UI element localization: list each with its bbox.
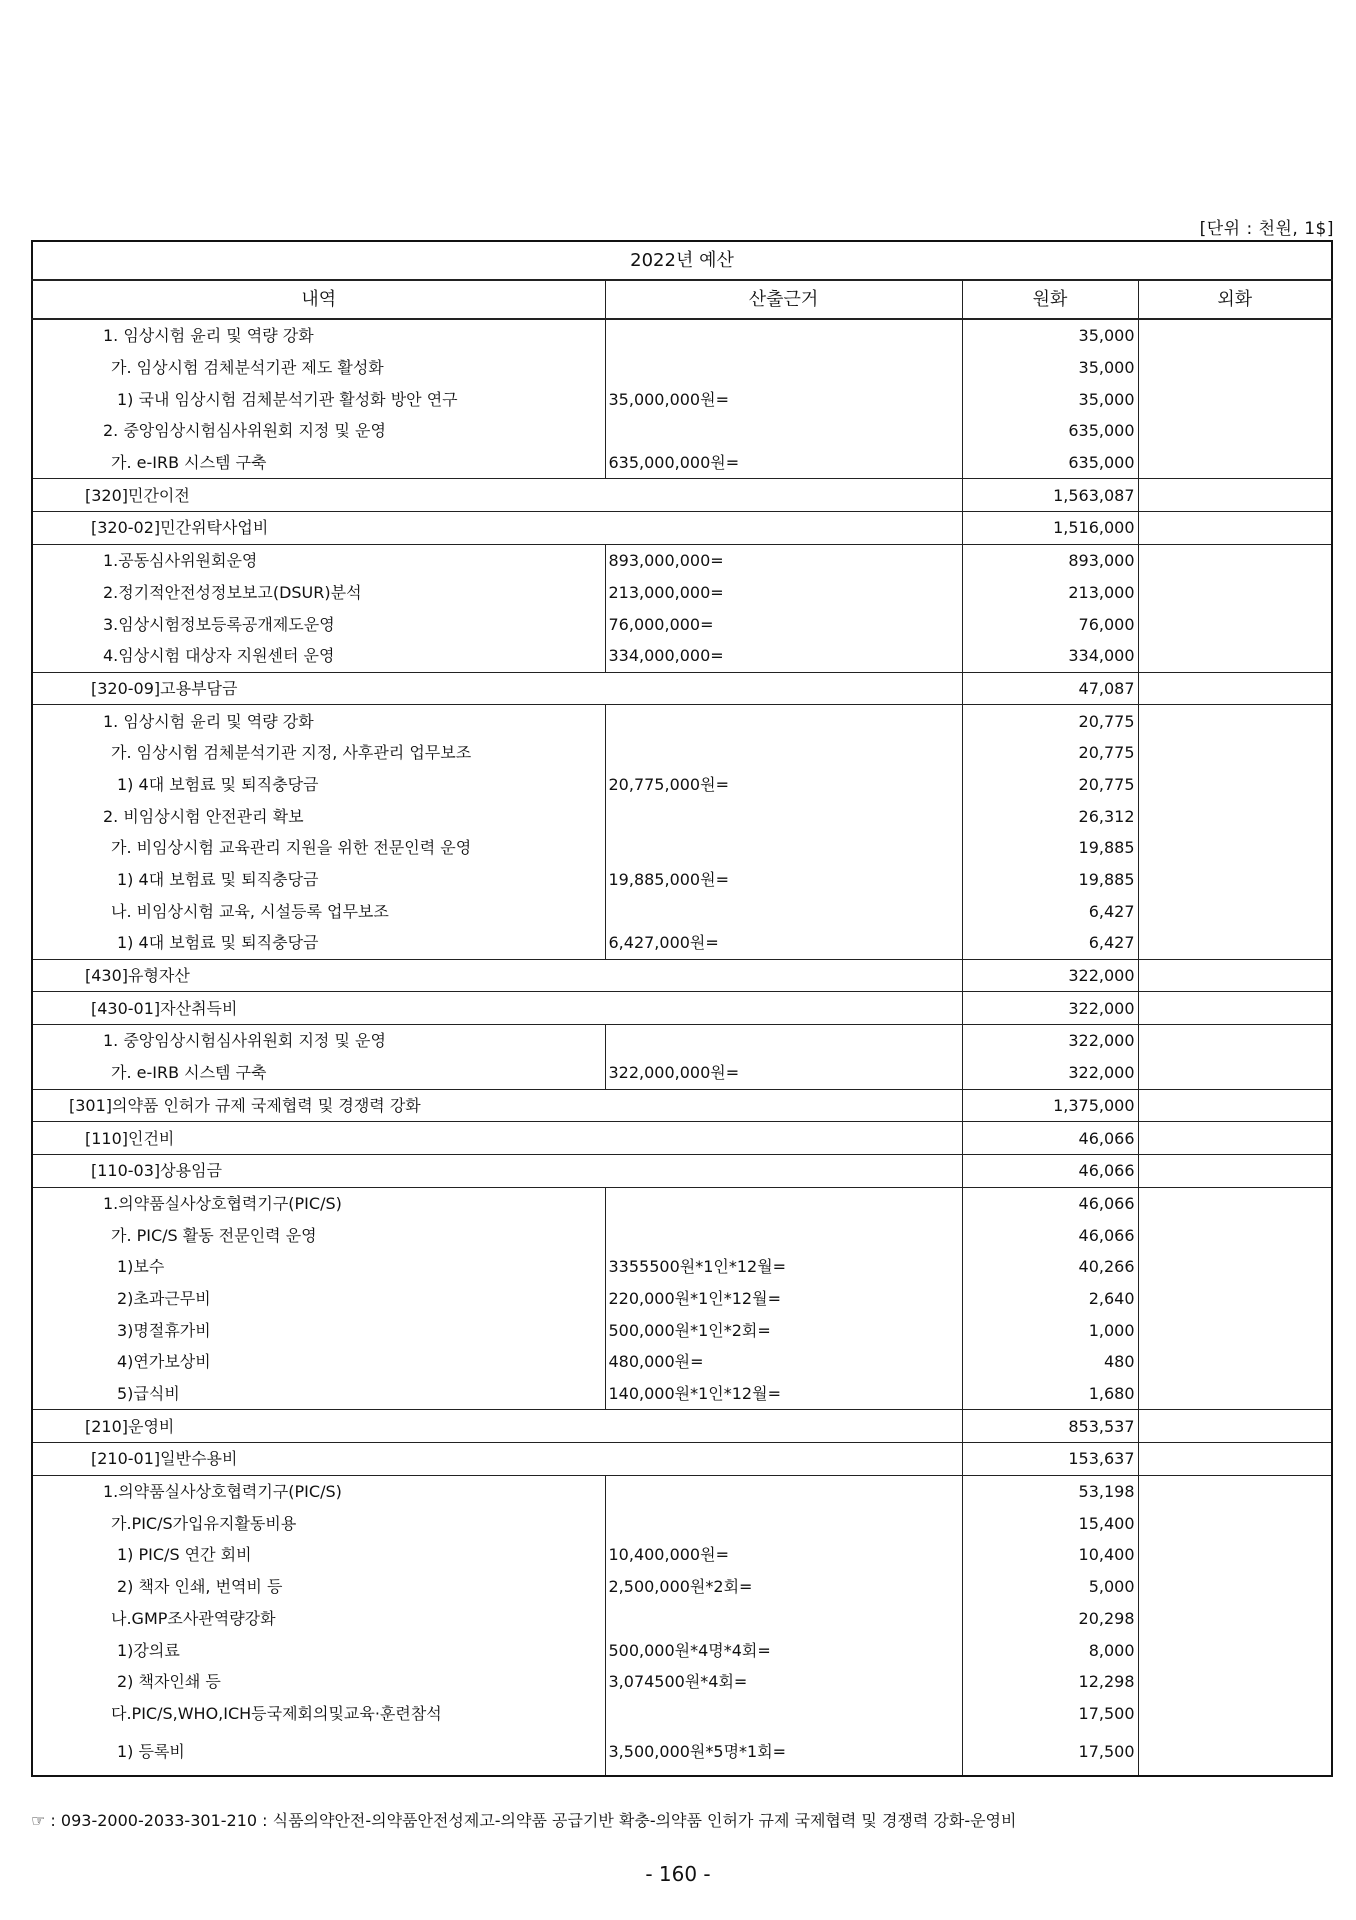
table-row [32, 415, 1332, 447]
row-krw-amount: 12,298 [962, 1666, 1138, 1698]
row-basis [605, 1025, 962, 1057]
section-row [32, 1089, 1332, 1122]
row-fx-amount [1138, 1603, 1332, 1635]
row-item-label: 5)급식비 [32, 1378, 605, 1410]
row-item-label: 3.임상시험정보등록공개제도운영 [32, 608, 605, 640]
row-fx-amount [1138, 1378, 1332, 1410]
row-fx-amount [1138, 352, 1332, 384]
row-item-label: 1)보수 [32, 1251, 605, 1283]
row-krw-amount: 17,500 [962, 1729, 1138, 1776]
row-fx-amount [1138, 1025, 1332, 1057]
section-row [32, 1122, 1332, 1155]
row-fx-amount [1138, 832, 1332, 864]
row-fx-amount [1138, 1089, 1332, 1122]
table-row [32, 1603, 1332, 1635]
table-row [32, 1634, 1332, 1666]
table-row [32, 1729, 1332, 1776]
budget-table-container [31, 240, 1331, 1777]
row-basis: 140,000원*1인*12월= [605, 1378, 962, 1410]
section-row [32, 1410, 1332, 1443]
table-row [32, 864, 1332, 896]
row-krw-amount: 20,775 [962, 705, 1138, 737]
row-krw-amount: 76,000 [962, 608, 1138, 640]
row-krw-amount: 635,000 [962, 447, 1138, 479]
row-fx-amount [1138, 1346, 1332, 1378]
row-fx-amount [1138, 864, 1332, 896]
row-fx-amount [1138, 895, 1332, 927]
row-krw-amount: 322,000 [962, 1025, 1138, 1057]
row-basis: 3355500원*1인*12월= [605, 1251, 962, 1283]
row-basis [605, 1603, 962, 1635]
row-item-label: 2) 책자인쇄 등 [32, 1666, 605, 1698]
row-krw-amount: 1,680 [962, 1378, 1138, 1410]
row-fx-amount [1138, 383, 1332, 415]
row-basis: 893,000,000= [605, 544, 962, 576]
section-label: [430]유형자산 [32, 959, 962, 992]
row-fx-amount [1138, 512, 1332, 545]
row-krw-amount: 5,000 [962, 1571, 1138, 1603]
table-row [32, 1378, 1332, 1410]
row-fx-amount [1138, 1410, 1332, 1443]
row-basis: 3,074500원*4회= [605, 1666, 962, 1698]
row-fx-amount [1138, 415, 1332, 447]
row-fx-amount [1138, 1283, 1332, 1315]
row-krw-amount: 17,500 [962, 1698, 1138, 1730]
row-fx-amount [1138, 1251, 1332, 1283]
row-basis: 20,775,000원= [605, 769, 962, 801]
row-fx-amount [1138, 959, 1332, 992]
section-row [32, 959, 1332, 992]
row-item-label: 다.PIC/S,WHO,ICH등국제회의및교육·훈련참석 [32, 1698, 605, 1730]
section-label: [301]의약품 인허가 규제 국제협력 및 경쟁력 강화 [32, 1089, 962, 1122]
row-krw-amount: 6,427 [962, 927, 1138, 959]
row-fx-amount [1138, 1187, 1332, 1219]
row-fx-amount [1138, 479, 1332, 512]
table-row [32, 319, 1332, 352]
row-krw-amount: 213,000 [962, 577, 1138, 609]
row-item-label: 4.임상시험 대상자 지원센터 운영 [32, 640, 605, 672]
table-row [32, 640, 1332, 672]
row-fx-amount [1138, 577, 1332, 609]
row-fx-amount [1138, 1698, 1332, 1730]
row-basis [605, 1475, 962, 1507]
table-row [32, 1283, 1332, 1315]
row-krw-amount: 1,000 [962, 1314, 1138, 1346]
table-row [32, 1251, 1332, 1283]
table-row [32, 737, 1332, 769]
row-basis: 322,000,000원= [605, 1057, 962, 1089]
row-krw-amount: 153,637 [962, 1443, 1138, 1476]
row-item-label: 1.의약품실사상호협력기구(PIC/S) [32, 1475, 605, 1507]
section-row [32, 1154, 1332, 1187]
row-krw-amount: 40,266 [962, 1251, 1138, 1283]
row-krw-amount: 20,298 [962, 1603, 1138, 1635]
footer-note: ☞ : 093-2000-2033-301-210 : 식품의약안전-의약품안전성제고-의약품 공급기반 확충-의약품 인허가 규제 국제협력 및 경쟁력 강화-운영비 [31, 1811, 1017, 1830]
row-basis: 213,000,000= [605, 577, 962, 609]
table-row [32, 800, 1332, 832]
row-fx-amount [1138, 1475, 1332, 1507]
row-basis [605, 352, 962, 384]
row-fx-amount [1138, 927, 1332, 959]
table-row [32, 1666, 1332, 1698]
row-krw-amount: 35,000 [962, 319, 1138, 352]
row-krw-amount: 8,000 [962, 1634, 1138, 1666]
row-item-label: 1) 4대 보험료 및 퇴직충당금 [32, 927, 605, 959]
row-krw-amount: 322,000 [962, 992, 1138, 1025]
row-item-label: 2)초과근무비 [32, 1283, 605, 1315]
table-row [32, 705, 1332, 737]
row-item-label: 1.공동심사위원회운영 [32, 544, 605, 576]
row-fx-amount [1138, 992, 1332, 1025]
row-basis [605, 1187, 962, 1219]
row-krw-amount: 10,400 [962, 1539, 1138, 1571]
row-basis [605, 319, 962, 352]
table-row [32, 1698, 1332, 1730]
row-basis: 2,500,000원*2회= [605, 1571, 962, 1603]
row-item-label: 2.정기적안전성정보보고(DSUR)분석 [32, 577, 605, 609]
row-basis [605, 832, 962, 864]
section-label: [110]인건비 [32, 1122, 962, 1155]
row-krw-amount: 1,375,000 [962, 1089, 1138, 1122]
row-krw-amount: 322,000 [962, 959, 1138, 992]
row-basis [605, 1219, 962, 1251]
row-item-label: 2. 중앙임상시험심사위원회 지정 및 운영 [32, 415, 605, 447]
row-basis: 220,000원*1인*12월= [605, 1283, 962, 1315]
row-fx-amount [1138, 800, 1332, 832]
row-fx-amount [1138, 640, 1332, 672]
table-row [32, 832, 1332, 864]
row-krw-amount: 1,516,000 [962, 512, 1138, 545]
row-krw-amount: 35,000 [962, 383, 1138, 415]
row-fx-amount [1138, 1443, 1332, 1476]
row-item-label: 가. e-IRB 시스템 구축 [32, 447, 605, 479]
section-label: [110-03]상용임금 [32, 1154, 962, 1187]
section-label: [320]민간이전 [32, 479, 962, 512]
table-row [32, 895, 1332, 927]
row-item-label: 1. 중앙임상시험심사위원회 지정 및 운영 [32, 1025, 605, 1057]
row-item-label: 1)강의료 [32, 1634, 605, 1666]
table-row [32, 1507, 1332, 1539]
unit-label: [단위 : 천원, 1$] [1199, 219, 1334, 239]
section-label: [320-02]민간위탁사업비 [32, 512, 962, 545]
row-krw-amount: 46,066 [962, 1154, 1138, 1187]
row-fx-amount [1138, 737, 1332, 769]
row-item-label: 1) 4대 보험료 및 퇴직충당금 [32, 864, 605, 896]
row-basis [605, 895, 962, 927]
row-krw-amount: 46,066 [962, 1122, 1138, 1155]
row-item-label: 가. e-IRB 시스템 구축 [32, 1057, 605, 1089]
row-krw-amount: 20,775 [962, 737, 1138, 769]
row-item-label: 2) 책자 인쇄, 번역비 등 [32, 1571, 605, 1603]
row-item-label: 4)연가보상비 [32, 1346, 605, 1378]
table-row [32, 544, 1332, 576]
row-basis: 19,885,000원= [605, 864, 962, 896]
table-row [32, 577, 1332, 609]
table-row [32, 1346, 1332, 1378]
row-krw-amount: 6,427 [962, 895, 1138, 927]
row-item-label: 나.GMP조사관역량강화 [32, 1603, 605, 1635]
row-fx-amount [1138, 319, 1332, 352]
row-item-label: 1) 4대 보험료 및 퇴직충당금 [32, 769, 605, 801]
row-basis: 35,000,000원= [605, 383, 962, 415]
row-fx-amount [1138, 1729, 1332, 1776]
row-basis [605, 800, 962, 832]
row-fx-amount [1138, 1314, 1332, 1346]
table-row [32, 352, 1332, 384]
row-krw-amount: 322,000 [962, 1057, 1138, 1089]
row-krw-amount: 47,087 [962, 672, 1138, 705]
table-row [32, 608, 1332, 640]
row-krw-amount: 893,000 [962, 544, 1138, 576]
table-row [32, 1219, 1332, 1251]
row-krw-amount: 19,885 [962, 832, 1138, 864]
row-krw-amount: 2,640 [962, 1283, 1138, 1315]
row-item-label: 1.의약품실사상호협력기구(PIC/S) [32, 1187, 605, 1219]
row-item-label: 1) 등록비 [32, 1729, 605, 1776]
row-fx-amount [1138, 769, 1332, 801]
row-fx-amount [1138, 1571, 1332, 1603]
table-row [32, 447, 1332, 479]
row-krw-amount: 46,066 [962, 1187, 1138, 1219]
row-item-label: 1. 임상시험 윤리 및 역량 강화 [32, 705, 605, 737]
section-row [32, 992, 1332, 1025]
row-krw-amount: 46,066 [962, 1219, 1138, 1251]
row-fx-amount [1138, 705, 1332, 737]
row-basis: 500,000원*4명*4회= [605, 1634, 962, 1666]
row-krw-amount: 334,000 [962, 640, 1138, 672]
section-row [32, 512, 1332, 545]
row-krw-amount: 480 [962, 1346, 1138, 1378]
table-row [32, 1057, 1332, 1089]
section-label: [210]운영비 [32, 1410, 962, 1443]
row-fx-amount [1138, 1634, 1332, 1666]
row-basis: 6,427,000원= [605, 927, 962, 959]
table-title: 2022년 예산 [32, 241, 1332, 280]
row-basis [605, 1507, 962, 1539]
row-basis: 76,000,000= [605, 608, 962, 640]
row-krw-amount: 15,400 [962, 1507, 1138, 1539]
row-item-label: 3)명절휴가비 [32, 1314, 605, 1346]
row-krw-amount: 19,885 [962, 864, 1138, 896]
section-label: [430-01]자산취득비 [32, 992, 962, 1025]
row-fx-amount [1138, 1666, 1332, 1698]
section-row [32, 479, 1332, 512]
row-krw-amount: 26,312 [962, 800, 1138, 832]
table-row [32, 1571, 1332, 1603]
row-fx-amount [1138, 544, 1332, 576]
row-basis: 334,000,000= [605, 640, 962, 672]
row-fx-amount [1138, 608, 1332, 640]
row-fx-amount [1138, 1057, 1332, 1089]
row-item-label: 1. 임상시험 윤리 및 역량 강화 [32, 319, 605, 352]
section-row [32, 672, 1332, 705]
row-item-label: 가.PIC/S가입유지활동비용 [32, 1507, 605, 1539]
table-row [32, 1539, 1332, 1571]
section-label: [320-09]고용부담금 [32, 672, 962, 705]
row-basis [605, 705, 962, 737]
table-body [32, 319, 1332, 1776]
column-header-basis: 산출근거 [605, 280, 962, 319]
page-number: - 160 - [645, 1862, 711, 1886]
table-row [32, 1187, 1332, 1219]
section-row [32, 1443, 1332, 1476]
column-header-krw: 원화 [962, 280, 1138, 319]
row-basis: 3,500,000원*5명*1회= [605, 1729, 962, 1776]
row-fx-amount [1138, 1154, 1332, 1187]
row-fx-amount [1138, 1122, 1332, 1155]
row-item-label: 1) 국내 임상시험 검체분석기관 활성화 방안 연구 [32, 383, 605, 415]
row-krw-amount: 20,775 [962, 769, 1138, 801]
row-item-label: 가. 임상시험 검체분석기관 지정, 사후관리 업무보조 [32, 737, 605, 769]
table-row [32, 1314, 1332, 1346]
budget-table [31, 240, 1333, 1777]
row-fx-amount [1138, 1507, 1332, 1539]
row-item-label: 가. 비임상시험 교육관리 지원을 위한 전문인력 운영 [32, 832, 605, 864]
row-fx-amount [1138, 1219, 1332, 1251]
row-basis [605, 737, 962, 769]
row-krw-amount: 35,000 [962, 352, 1138, 384]
row-fx-amount [1138, 447, 1332, 479]
row-krw-amount: 853,537 [962, 1410, 1138, 1443]
row-krw-amount: 635,000 [962, 415, 1138, 447]
row-basis: 10,400,000원= [605, 1539, 962, 1571]
row-item-label: 1) PIC/S 연간 회비 [32, 1539, 605, 1571]
section-label: [210-01]일반수용비 [32, 1443, 962, 1476]
column-header-item: 내역 [32, 280, 605, 319]
row-krw-amount: 1,563,087 [962, 479, 1138, 512]
row-item-label: 나. 비임상시험 교육, 시설등록 업무보조 [32, 895, 605, 927]
row-basis: 500,000원*1인*2회= [605, 1314, 962, 1346]
row-item-label: 가. 임상시험 검체분석기관 제도 활성화 [32, 352, 605, 384]
table-row [32, 1025, 1332, 1057]
table-row [32, 383, 1332, 415]
row-basis: 480,000원= [605, 1346, 962, 1378]
row-basis [605, 1698, 962, 1730]
row-item-label: 2. 비임상시험 안전관리 확보 [32, 800, 605, 832]
column-header-fx: 외화 [1138, 280, 1332, 319]
row-basis [605, 415, 962, 447]
row-fx-amount [1138, 672, 1332, 705]
row-item-label: 가. PIC/S 활동 전문인력 운영 [32, 1219, 605, 1251]
table-row [32, 769, 1332, 801]
table-row [32, 1475, 1332, 1507]
table-row [32, 927, 1332, 959]
row-fx-amount [1138, 1539, 1332, 1571]
row-basis: 635,000,000원= [605, 447, 962, 479]
row-krw-amount: 53,198 [962, 1475, 1138, 1507]
